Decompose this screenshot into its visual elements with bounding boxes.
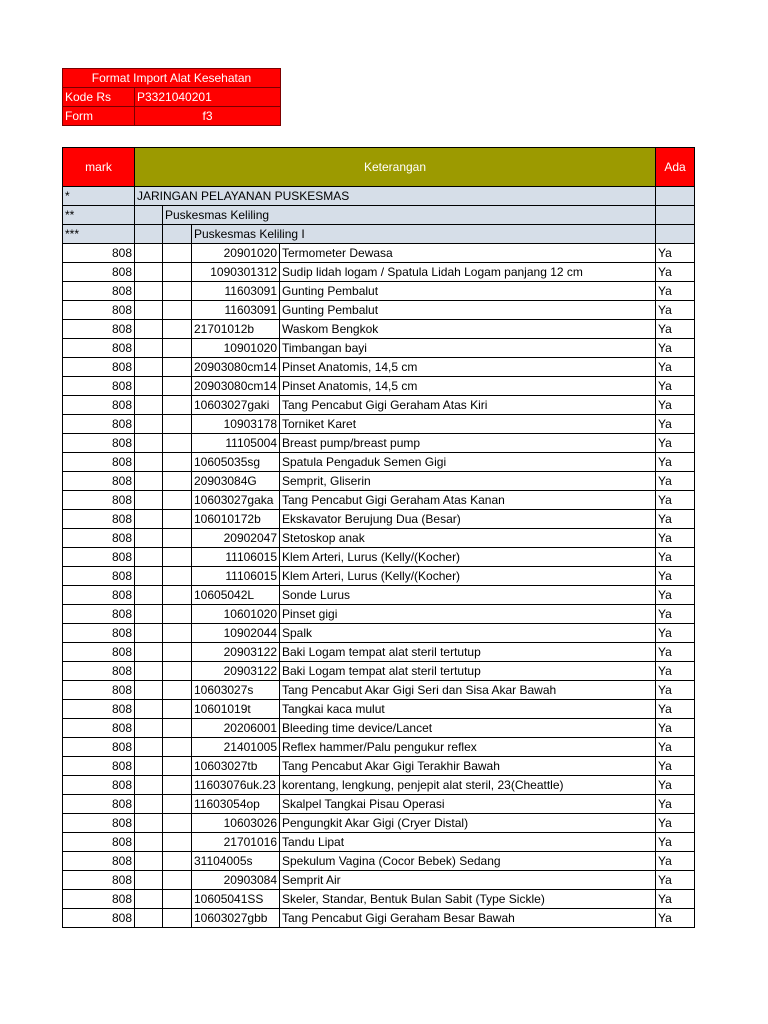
ada-cell[interactable]: Ya: [656, 377, 695, 396]
table-row: [63, 320, 695, 339]
mark-cell[interactable]: 808: [63, 548, 135, 567]
mark-cell[interactable]: 808: [63, 377, 135, 396]
mark-cell[interactable]: 808: [63, 567, 135, 586]
indent-cell[interactable]: [135, 529, 163, 548]
mark-cell[interactable]: 808: [63, 681, 135, 700]
code-cell[interactable]: 20903122: [192, 662, 280, 681]
code-cell[interactable]: 10903178: [192, 415, 280, 434]
description-cell[interactable]: Tang Pencabut Gigi Geraham Atas Kanan: [280, 491, 656, 510]
ada-cell[interactable]: Ya: [656, 776, 695, 795]
indent-cell[interactable]: [163, 548, 192, 567]
header-title[interactable]: Format Import Alat Kesehatan: [63, 69, 281, 88]
ada-cell[interactable]: Ya: [656, 567, 695, 586]
ada-cell[interactable]: Ya: [656, 738, 695, 757]
table-row: [63, 586, 695, 605]
mark-cell[interactable]: 808: [63, 282, 135, 301]
ada-cell[interactable]: Ya: [656, 909, 695, 928]
indent-cell[interactable]: [135, 605, 163, 624]
description-cell[interactable]: Pinset gigi: [280, 605, 656, 624]
indent-cell[interactable]: [163, 434, 192, 453]
group-label[interactable]: Puskesmas Keliling: [163, 206, 656, 225]
mark-cell[interactable]: 808: [63, 757, 135, 776]
mark-cell[interactable]: 808: [63, 301, 135, 320]
ada-cell[interactable]: Ya: [656, 453, 695, 472]
code-cell[interactable]: 20902047: [192, 529, 280, 548]
mark-cell[interactable]: 808: [63, 453, 135, 472]
indent-cell[interactable]: [135, 415, 163, 434]
indent-cell[interactable]: [163, 833, 192, 852]
column-header-keterangan[interactable]: Keterangan: [135, 148, 656, 187]
table-row: [63, 358, 695, 377]
indent-cell[interactable]: [163, 320, 192, 339]
mark-cell[interactable]: 808: [63, 719, 135, 738]
indent-cell[interactable]: [135, 662, 163, 681]
description-cell[interactable]: Sonde Lurus: [280, 586, 656, 605]
mark-cell[interactable]: 808: [63, 833, 135, 852]
description-cell[interactable]: Gunting Pembalut: [280, 301, 656, 320]
mark-cell[interactable]: 808: [63, 643, 135, 662]
indent-cell[interactable]: [135, 719, 163, 738]
table-row: [63, 738, 695, 757]
ada-cell[interactable]: Ya: [656, 643, 695, 662]
group-ada-cell[interactable]: [656, 206, 695, 225]
ada-cell[interactable]: Ya: [656, 662, 695, 681]
description-cell[interactable]: Ekskavator Berujung Dua (Besar): [280, 510, 656, 529]
group-ada-cell[interactable]: [656, 225, 695, 244]
indent-cell[interactable]: [163, 643, 192, 662]
ada-cell[interactable]: Ya: [656, 529, 695, 548]
table-row: [63, 833, 695, 852]
mark-cell[interactable]: 808: [63, 586, 135, 605]
ada-cell[interactable]: Ya: [656, 757, 695, 776]
table-row: [63, 852, 695, 871]
mark-cell[interactable]: 808: [63, 852, 135, 871]
description-cell[interactable]: Pinset Anatomis, 14,5 cm: [280, 358, 656, 377]
code-cell[interactable]: 11603091: [192, 301, 280, 320]
group-label[interactable]: JARINGAN PELAYANAN PUSKESMAS: [135, 187, 656, 206]
code-cell[interactable]: 11603076uk.23: [192, 776, 280, 795]
table-row: [63, 510, 695, 529]
code-cell[interactable]: 10605042L: [192, 586, 280, 605]
code-cell[interactable]: 106010172b: [192, 510, 280, 529]
indent-cell[interactable]: [163, 890, 192, 909]
description-cell[interactable]: korentang, lengkung, penjepit alat steril, 23(Cheattle): [280, 776, 656, 795]
code-cell[interactable]: 11106015: [192, 567, 280, 586]
indent-cell[interactable]: [135, 833, 163, 852]
table-row: [63, 548, 695, 567]
indent-cell[interactable]: [163, 814, 192, 833]
indent-cell[interactable]: [163, 396, 192, 415]
ada-cell[interactable]: Ya: [656, 472, 695, 491]
indent-cell[interactable]: [135, 795, 163, 814]
indent-cell[interactable]: [163, 681, 192, 700]
indent-cell[interactable]: [135, 871, 163, 890]
ada-cell[interactable]: Ya: [656, 244, 695, 263]
indent-cell[interactable]: [135, 681, 163, 700]
indent-cell[interactable]: [135, 700, 163, 719]
indent-cell[interactable]: [163, 377, 192, 396]
code-cell[interactable]: 10601020: [192, 605, 280, 624]
ada-cell[interactable]: Ya: [656, 510, 695, 529]
description-cell[interactable]: Baki Logam tempat alat steril tertutup: [280, 662, 656, 681]
indent-cell[interactable]: [163, 719, 192, 738]
indent-cell[interactable]: [135, 624, 163, 643]
column-header-mark[interactable]: mark: [63, 148, 135, 187]
indent-cell[interactable]: [163, 795, 192, 814]
description-cell[interactable]: Sudip lidah logam / Spatula Lidah Logam panjang 12 cm: [280, 263, 656, 282]
description-cell[interactable]: Tangkai kaca mulut: [280, 700, 656, 719]
description-cell[interactable]: Pinset Anatomis, 14,5 cm: [280, 377, 656, 396]
ada-cell[interactable]: Ya: [656, 339, 695, 358]
ada-cell[interactable]: Ya: [656, 434, 695, 453]
table-row: [63, 605, 695, 624]
group-row-level-2: [63, 206, 695, 225]
indent-cell[interactable]: [135, 757, 163, 776]
indent-cell[interactable]: [163, 776, 192, 795]
table-row: [63, 453, 695, 472]
indent-cell[interactable]: [135, 510, 163, 529]
indent-cell[interactable]: [135, 491, 163, 510]
indent-cell[interactable]: [135, 738, 163, 757]
code-cell[interactable]: 1090301312: [192, 263, 280, 282]
description-cell[interactable]: Klem Arteri, Lurus (Kelly/(Kocher): [280, 567, 656, 586]
mark-cell[interactable]: 808: [63, 814, 135, 833]
description-cell[interactable]: Torniket Karet: [280, 415, 656, 434]
import-header-table: [62, 68, 281, 126]
ada-cell[interactable]: Ya: [656, 358, 695, 377]
code-cell[interactable]: 10603027gaki: [192, 396, 280, 415]
indent-cell[interactable]: [163, 852, 192, 871]
indent-cell[interactable]: [163, 282, 192, 301]
indent-cell[interactable]: [135, 339, 163, 358]
indent-cell[interactable]: [135, 567, 163, 586]
code-cell[interactable]: 20903084G: [192, 472, 280, 491]
indent-cell[interactable]: [135, 586, 163, 605]
indent-cell[interactable]: [135, 206, 163, 225]
indent-cell[interactable]: [135, 434, 163, 453]
equipment-table: [62, 147, 695, 928]
group-mark[interactable]: ***: [63, 225, 135, 244]
indent-cell[interactable]: [163, 263, 192, 282]
mark-cell[interactable]: 808: [63, 339, 135, 358]
description-cell[interactable]: Tang Pencabut Gigi Geraham Atas Kiri: [280, 396, 656, 415]
code-cell[interactable]: 10901020: [192, 339, 280, 358]
table-row: [63, 890, 695, 909]
ada-cell[interactable]: Ya: [656, 548, 695, 567]
code-cell[interactable]: 10605041SS: [192, 890, 280, 909]
description-cell[interactable]: Stetoskop anak: [280, 529, 656, 548]
indent-cell[interactable]: [163, 529, 192, 548]
indent-cell[interactable]: [135, 453, 163, 472]
mark-cell[interactable]: 808: [63, 909, 135, 928]
description-cell[interactable]: Timbangan bayi: [280, 339, 656, 358]
ada-cell[interactable]: Ya: [656, 605, 695, 624]
table-row: [63, 263, 695, 282]
indent-cell[interactable]: [163, 567, 192, 586]
column-header-row: [63, 148, 695, 187]
mark-cell[interactable]: 808: [63, 472, 135, 491]
ada-cell[interactable]: Ya: [656, 833, 695, 852]
table-row: [63, 814, 695, 833]
description-cell[interactable]: Reflex hammer/Palu pengukur reflex: [280, 738, 656, 757]
description-cell[interactable]: Breast pump/breast pump: [280, 434, 656, 453]
code-cell[interactable]: 11105004: [192, 434, 280, 453]
kode-rs-label[interactable]: Kode Rs: [63, 88, 135, 107]
mark-cell[interactable]: 808: [63, 662, 135, 681]
form-label[interactable]: Form: [63, 107, 135, 126]
indent-cell[interactable]: [163, 909, 192, 928]
mark-cell[interactable]: 808: [63, 795, 135, 814]
table-row: [63, 871, 695, 890]
ada-cell[interactable]: Ya: [656, 491, 695, 510]
mark-cell[interactable]: 808: [63, 890, 135, 909]
mark-cell[interactable]: 808: [63, 510, 135, 529]
indent-cell[interactable]: [135, 909, 163, 928]
mark-cell[interactable]: 808: [63, 605, 135, 624]
table-row: [63, 339, 695, 358]
indent-cell[interactable]: [163, 605, 192, 624]
code-cell[interactable]: 21701012b: [192, 320, 280, 339]
indent-cell[interactable]: [135, 472, 163, 491]
indent-cell[interactable]: [163, 244, 192, 263]
kode-rs-value[interactable]: P3321040201: [135, 88, 281, 107]
indent-cell[interactable]: [163, 586, 192, 605]
code-cell[interactable]: 10601019t: [192, 700, 280, 719]
table-row: [63, 434, 695, 453]
mark-cell[interactable]: 808: [63, 434, 135, 453]
mark-cell[interactable]: 808: [63, 776, 135, 795]
table-row: [63, 909, 695, 928]
description-cell[interactable]: Bleeding time device/Lancet: [280, 719, 656, 738]
description-cell[interactable]: Semprit Air: [280, 871, 656, 890]
mark-cell[interactable]: 808: [63, 529, 135, 548]
table-row: [63, 244, 695, 263]
form-value[interactable]: f3: [135, 107, 281, 126]
code-cell[interactable]: 10603026: [192, 814, 280, 833]
ada-cell[interactable]: Ya: [656, 263, 695, 282]
indent-cell[interactable]: [163, 415, 192, 434]
indent-cell[interactable]: [163, 301, 192, 320]
indent-cell[interactable]: [163, 510, 192, 529]
description-cell[interactable]: Termometer Dewasa: [280, 244, 656, 263]
indent-cell[interactable]: [163, 871, 192, 890]
description-cell[interactable]: Tang Pencabut Gigi Geraham Besar Bawah: [280, 909, 656, 928]
code-cell[interactable]: 31104005s: [192, 852, 280, 871]
table-row: [63, 472, 695, 491]
mark-cell[interactable]: 808: [63, 263, 135, 282]
code-cell[interactable]: 20903080cm14: [192, 377, 280, 396]
group-mark[interactable]: **: [63, 206, 135, 225]
indent-cell[interactable]: [135, 890, 163, 909]
table-row: [63, 795, 695, 814]
code-cell[interactable]: 21401005: [192, 738, 280, 757]
ada-cell[interactable]: Ya: [656, 890, 695, 909]
indent-cell[interactable]: [135, 548, 163, 567]
indent-cell[interactable]: [163, 662, 192, 681]
table-row: [63, 662, 695, 681]
indent-cell[interactable]: [135, 377, 163, 396]
mark-cell[interactable]: 808: [63, 320, 135, 339]
ada-cell[interactable]: Ya: [656, 852, 695, 871]
ada-cell[interactable]: Ya: [656, 624, 695, 643]
indent-cell[interactable]: [135, 320, 163, 339]
mark-cell[interactable]: 808: [63, 415, 135, 434]
description-cell[interactable]: Waskom Bengkok: [280, 320, 656, 339]
description-cell[interactable]: Tang Pencabut Akar Gigi Terakhir Bawah: [280, 757, 656, 776]
description-cell[interactable]: Tang Pencabut Akar Gigi Seri dan Sisa Akar Bawah: [280, 681, 656, 700]
table-row: [63, 643, 695, 662]
ada-cell[interactable]: Ya: [656, 871, 695, 890]
indent-cell[interactable]: [135, 358, 163, 377]
group-mark[interactable]: *: [63, 187, 135, 206]
indent-cell[interactable]: [135, 814, 163, 833]
mark-cell[interactable]: 808: [63, 624, 135, 643]
indent-cell[interactable]: [135, 776, 163, 795]
indent-cell[interactable]: [163, 339, 192, 358]
indent-cell[interactable]: [135, 852, 163, 871]
ada-cell[interactable]: Ya: [656, 320, 695, 339]
description-cell[interactable]: Skalpel Tangkai Pisau Operasi: [280, 795, 656, 814]
ada-cell[interactable]: Ya: [656, 586, 695, 605]
mark-cell[interactable]: 808: [63, 871, 135, 890]
description-cell[interactable]: Spalk: [280, 624, 656, 643]
description-cell[interactable]: Spekulum Vagina (Cocor Bebek) Sedang: [280, 852, 656, 871]
ada-cell[interactable]: Ya: [656, 415, 695, 434]
ada-cell[interactable]: Ya: [656, 681, 695, 700]
mark-cell[interactable]: 808: [63, 738, 135, 757]
table-row: [63, 567, 695, 586]
indent-cell[interactable]: [163, 757, 192, 776]
ada-cell[interactable]: Ya: [656, 282, 695, 301]
description-cell[interactable]: Pengungkit Akar Gigi (Cryer Distal): [280, 814, 656, 833]
code-cell[interactable]: 10603027gbb: [192, 909, 280, 928]
group-ada-cell[interactable]: [656, 187, 695, 206]
indent-cell[interactable]: [163, 358, 192, 377]
column-header-ada[interactable]: Ada: [656, 148, 695, 187]
description-cell[interactable]: Klem Arteri, Lurus (Kelly/(Kocher): [280, 548, 656, 567]
indent-cell[interactable]: [135, 643, 163, 662]
indent-cell[interactable]: [135, 301, 163, 320]
table-row: [63, 377, 695, 396]
mark-cell[interactable]: 808: [63, 358, 135, 377]
code-cell[interactable]: 21701016: [192, 833, 280, 852]
code-cell[interactable]: 11603091: [192, 282, 280, 301]
table-row: [63, 396, 695, 415]
description-cell[interactable]: Baki Logam tempat alat steril tertutup: [280, 643, 656, 662]
table-row: [63, 700, 695, 719]
mark-cell[interactable]: 808: [63, 491, 135, 510]
description-cell[interactable]: Spatula Pengaduk Semen Gigi: [280, 453, 656, 472]
description-cell[interactable]: Gunting Pembalut: [280, 282, 656, 301]
table-row: [63, 757, 695, 776]
indent-cell[interactable]: [163, 453, 192, 472]
mark-cell[interactable]: 808: [63, 396, 135, 415]
code-cell[interactable]: 10605035sg: [192, 453, 280, 472]
table-row: [63, 776, 695, 795]
mark-cell[interactable]: 808: [63, 700, 135, 719]
indent-cell[interactable]: [135, 282, 163, 301]
ada-cell[interactable]: Ya: [656, 301, 695, 320]
indent-cell[interactable]: [135, 396, 163, 415]
indent-cell[interactable]: [163, 624, 192, 643]
table-row: [63, 301, 695, 320]
code-cell[interactable]: 20901020: [192, 244, 280, 263]
code-cell[interactable]: 11603054op: [192, 795, 280, 814]
description-cell[interactable]: Semprit, Gliserin: [280, 472, 656, 491]
indent-cell[interactable]: [163, 472, 192, 491]
indent-cell[interactable]: [163, 700, 192, 719]
code-cell[interactable]: 20206001: [192, 719, 280, 738]
ada-cell[interactable]: Ya: [656, 396, 695, 415]
code-cell[interactable]: 20903080cm14: [192, 358, 280, 377]
indent-cell[interactable]: [163, 225, 192, 244]
table-row: [63, 491, 695, 510]
table-row: [63, 282, 695, 301]
table-row: [63, 681, 695, 700]
code-cell[interactable]: 10603027tb: [192, 757, 280, 776]
group-row-level-3: [63, 225, 695, 244]
ada-cell[interactable]: Ya: [656, 814, 695, 833]
indent-cell[interactable]: [135, 244, 163, 263]
description-cell[interactable]: Tandu Lipat: [280, 833, 656, 852]
indent-cell[interactable]: [135, 263, 163, 282]
mark-cell[interactable]: 808: [63, 244, 135, 263]
table-row: [63, 624, 695, 643]
description-cell[interactable]: Skeler, Standar, Bentuk Bulan Sabit (Type Sickle): [280, 890, 656, 909]
code-cell[interactable]: 10603027gaka: [192, 491, 280, 510]
table-row: [63, 529, 695, 548]
indent-cell[interactable]: [163, 491, 192, 510]
ada-cell[interactable]: Ya: [656, 795, 695, 814]
code-cell[interactable]: 11106015: [192, 548, 280, 567]
code-cell[interactable]: 20903084: [192, 871, 280, 890]
ada-cell[interactable]: Ya: [656, 700, 695, 719]
code-cell[interactable]: 10902044: [192, 624, 280, 643]
group-row-level-1: [63, 187, 695, 206]
code-cell[interactable]: 20903122: [192, 643, 280, 662]
table-row: [63, 719, 695, 738]
group-label[interactable]: Puskesmas Keliling I: [192, 225, 656, 244]
ada-cell[interactable]: Ya: [656, 719, 695, 738]
code-cell[interactable]: 10603027s: [192, 681, 280, 700]
indent-cell[interactable]: [163, 738, 192, 757]
indent-cell[interactable]: [135, 225, 163, 244]
table-row: [63, 415, 695, 434]
